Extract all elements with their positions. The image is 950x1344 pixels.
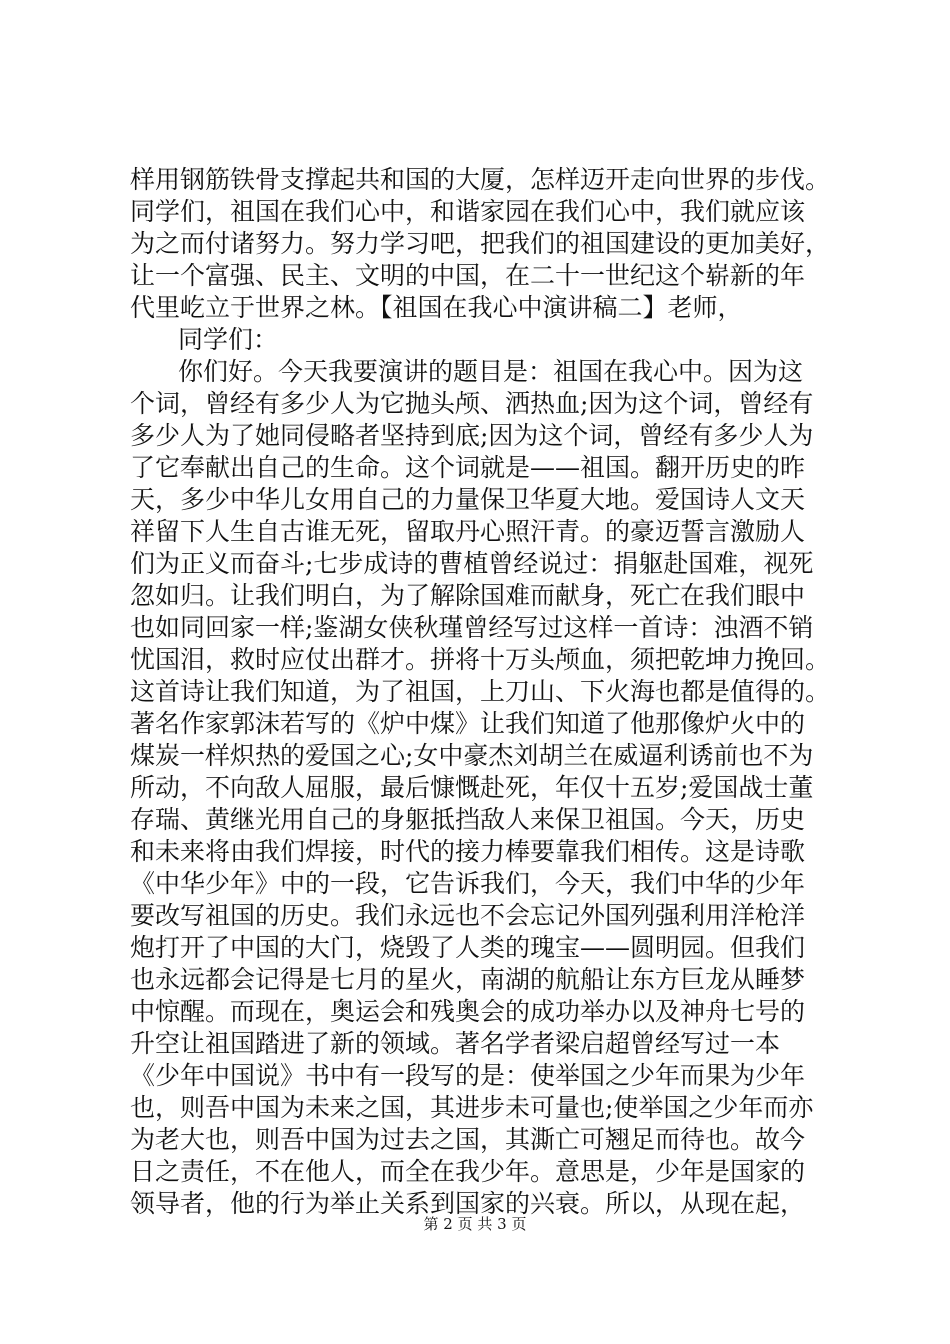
text-line: 和未来将由我们焊接，时代的接力棒要靠我们相传。这是诗歌 xyxy=(130,837,806,866)
text-line: 为之而付诸努力。努力学习吧，把我们的祖国建设的更加美好， xyxy=(130,229,831,258)
text-line: 了它奉献出自己的生命。这个词就是——祖国。翻开历史的昨 xyxy=(130,453,806,482)
text-line: 这首诗让我们知道，为了祖国，上刀山、下火海也都是值得的。 xyxy=(130,677,831,706)
text-line: 天，多少中华儿女用自己的力量保卫华夏大地。爱国诗人文天 xyxy=(130,485,806,514)
text-line: 要改写祖国的历史。我们永远也不会忘记外国列强利用洋枪洋 xyxy=(130,901,806,930)
text-line: 忧国泪，救时应仗出群才。拼将十万头颅血，须把乾坤力挽回。 xyxy=(130,645,831,674)
text-line: 领导者，他的行为举止关系到国家的兴衰。所以，从现在起， xyxy=(130,1189,806,1218)
salutation-line: 同学们： xyxy=(178,325,279,354)
text-line: 炮打开了中国的大门，烧毁了人类的瑰宝——圆明园。但我们 xyxy=(130,933,806,962)
text-line: 个词，曾经有多少人为它抛头颅、洒热血;因为这个词，曾经有 xyxy=(130,389,814,418)
text-line: 中惊醒。而现在，奥运会和残奥会的成功举办以及神舟七号的 xyxy=(130,997,806,1026)
text-line: 为老大也，则吾中国为过去之国，其澌亡可翘足而待也。故今 xyxy=(130,1125,806,1154)
text-line: 代里屹立于世界之林。【祖国在我心中演讲稿二】老师， xyxy=(130,293,743,322)
text-line: 多少人为了她同侵略者坚持到底;因为这个词，曾经有多少人为 xyxy=(130,421,814,450)
text-line: 存瑞、黄继光用自己的身躯抵挡敌人来保卫祖国。今天，历史 xyxy=(130,805,806,834)
text-line: 《中华少年》中的一段，它告诉我们，今天，我们中华的少年 xyxy=(130,869,806,898)
text-line: 忽如归。让我们明白，为了解除国难而献身，死亡在我们眼中 xyxy=(130,581,806,610)
text-line: 祥留下人生自古谁无死，留取丹心照汗青。的豪迈誓言激励人 xyxy=(130,517,806,546)
text-line: 日之责任，不在他人，而全在我少年。意思是，少年是国家的 xyxy=(130,1157,806,1186)
text-line: 也，则吾中国为未来之国，其进步未可量也;使举国之少年而亦 xyxy=(130,1093,814,1122)
text-line: 同学们，祖国在我们心中，和谐家园在我们心中，我们就应该 xyxy=(130,197,806,226)
text-line: 也永远都会记得是七月的星火，南湖的航船让东方巨龙从睡梦 xyxy=(130,965,806,994)
text-line: 升空让祖国踏进了新的领域。著名学者梁启超曾经写过一本 xyxy=(130,1029,781,1058)
text-line: 所动，不向敌人屈服，最后慷慨赴死，年仅十五岁;爱国战士董 xyxy=(130,773,814,802)
text-line: 们为正义而奋斗;七步成诗的曹植曾经说过：捐躯赴国难，视死 xyxy=(130,549,814,578)
paragraph-start-line: 你们好。今天我要演讲的题目是：祖国在我心中。因为这 xyxy=(178,357,804,386)
text-line: 煤炭一样炽热的爱国之心;女中豪杰刘胡兰在威逼利诱前也不为 xyxy=(130,741,814,770)
page-number-footer: 第 2 页 共 3 页 xyxy=(423,1215,527,1233)
body-text xyxy=(130,164,850,1220)
text-line: 让一个富强、民主、文明的中国，在二十一世纪这个崭新的年 xyxy=(130,261,806,290)
text-line: 也如同回家一样;鉴湖女侠秋瑾曾经写过这样一首诗：浊酒不销 xyxy=(130,613,814,642)
text-line: 样用钢筋铁骨支撑起共和国的大厦，怎样迈开走向世界的步伐。 xyxy=(130,165,831,194)
text-line: 《少年中国说》书中有一段写的是：使举国之少年而果为少年 xyxy=(130,1061,806,1090)
text-line: 著名作家郭沫若写的《炉中煤》让我们知道了他那像炉火中的 xyxy=(130,709,806,738)
